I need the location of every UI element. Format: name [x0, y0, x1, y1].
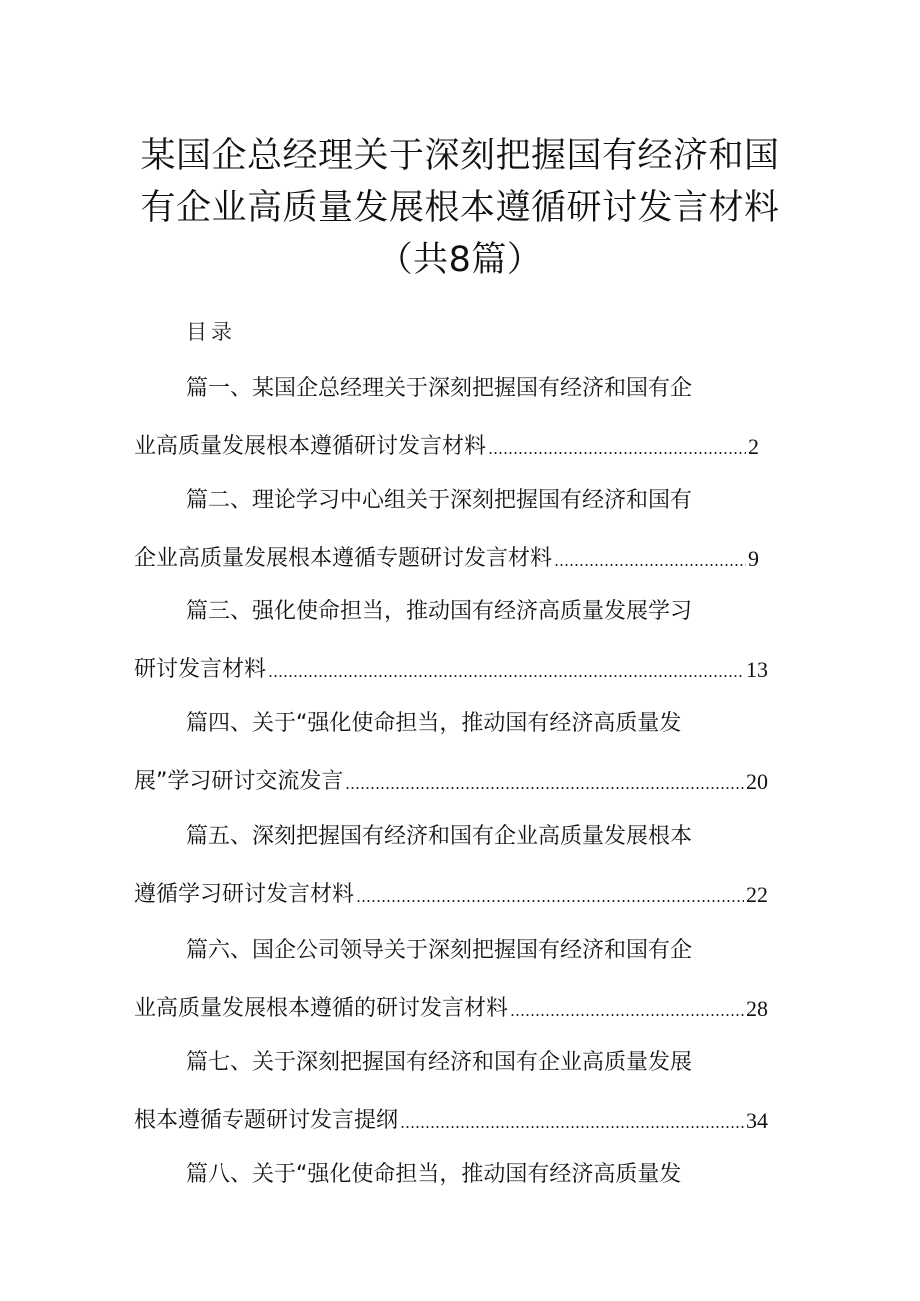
toc-heading: 目录 — [186, 320, 236, 344]
dot-leader — [510, 1013, 744, 1017]
dot-leader — [488, 451, 746, 455]
toc-entry-line2: 业高质量发展根本遵循研讨发言材料 — [134, 434, 487, 459]
document-title — [120, 130, 800, 286]
toc-page-number: 22 — [746, 882, 768, 907]
toc-page-number: 20 — [746, 769, 768, 794]
toc-entry-line1: 篇六、国企公司领导关于深刻把握国有经济和国有企 — [186, 938, 693, 963]
toc-entry-line2: 展”学习研讨交流发言 — [134, 769, 344, 794]
dot-leader — [554, 563, 746, 567]
dot-leader — [345, 786, 744, 790]
toc-page-number: 34 — [746, 1108, 768, 1133]
toc-entry-line2: 根本遵循专题研讨发言提纲 — [134, 1108, 399, 1133]
dot-leader — [268, 674, 744, 678]
toc-entry-line2: 业高质量发展根本遵循的研讨发言材料 — [134, 996, 509, 1021]
toc-entry-line2: 研讨发言材料 — [134, 657, 267, 682]
toc-entry-line1: 篇二、理论学习中心组关于深刻把握国有经济和国有 — [186, 488, 693, 513]
title-line-2: 有企业高质量发展根本遵循研讨发言材料 — [140, 188, 780, 228]
toc-page-number: 2 — [748, 434, 759, 459]
toc-entry-line2-row — [134, 767, 768, 797]
toc-entry-line2-row — [134, 432, 759, 462]
toc-entry-line1: 篇八、关于“强化使命担当，推动国有经济高质量发 — [186, 1162, 682, 1187]
toc-entry-line1: 篇四、关于“强化使命担当，推动国有经济高质量发 — [186, 711, 682, 736]
toc-entry-line1: 篇一、某国企总经理关于深刻把握国有经济和国有企 — [186, 376, 693, 401]
toc-entry-line1: 篇五、深刻把握国有经济和国有企业高质量发展根本 — [186, 824, 693, 849]
toc-page-number: 13 — [746, 657, 768, 682]
toc-entry-line2-row — [134, 1106, 768, 1136]
title-line-1: 某国企总经理关于深刻把握国有经济和国 — [140, 136, 780, 176]
dot-leader — [356, 899, 744, 903]
toc-entry-line2-row — [134, 880, 768, 910]
toc-entry-line2: 遵循学习研讨发言材料 — [134, 882, 355, 907]
toc-page-number: 28 — [746, 996, 768, 1021]
toc-entry-line1: 篇三、强化使命担当，推动国有经济高质量发展学习 — [186, 599, 693, 624]
toc-entry-line2-row — [134, 994, 768, 1024]
toc-page-number: 9 — [748, 546, 759, 571]
toc-entry-line2-row — [134, 544, 759, 574]
dot-leader — [400, 1125, 744, 1129]
title-line-3: （共8篇） — [377, 240, 543, 280]
toc-entry-line2: 企业高质量发展根本遵循专题研讨发言材料 — [134, 546, 553, 571]
toc-entry-line1: 篇七、关于深刻把握国有经济和国有企业高质量发展 — [186, 1050, 693, 1075]
toc-entry-line2-row — [134, 655, 768, 685]
